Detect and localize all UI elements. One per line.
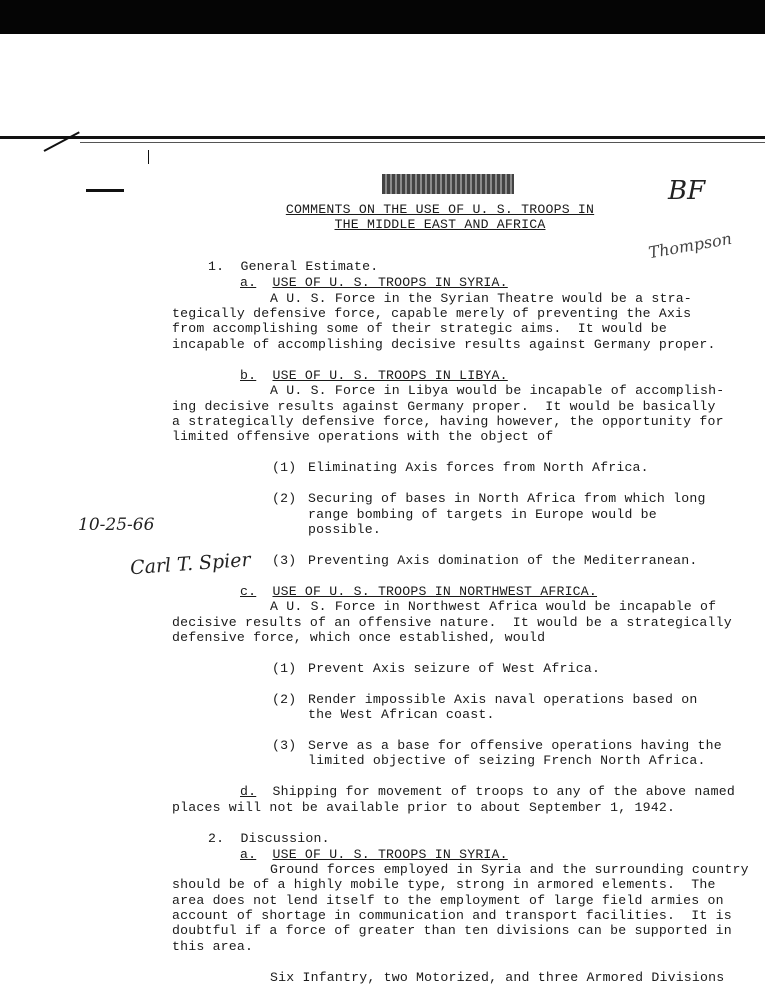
- list-item-number: (2): [272, 692, 297, 707]
- header-rule-thin: [80, 142, 765, 143]
- paragraph-line: tegically defensive force, capable merely of preventing the Axis: [172, 306, 692, 321]
- margin-dash-mark: [86, 189, 124, 192]
- paragraph-line: defensive force, which once established, would: [172, 630, 546, 645]
- list-item: Preventing Axis domination of the Mediterranean.: [308, 553, 698, 568]
- paragraph-line: a strategically defensive force, having however, the opportunity for: [172, 414, 724, 429]
- list-item: Securing of bases in North Africa from which long: [308, 491, 706, 506]
- paragraph-line: should be of a highly mobile type, strong in armored elements. The: [172, 877, 716, 892]
- paragraph-line: A U. S. Force in Northwest Africa would be incapable of: [270, 599, 717, 614]
- document-title-line2: THE MIDDLE EAST AND AFRICA: [334, 217, 546, 232]
- margin-tick-mark: [148, 150, 149, 164]
- paragraph-line: account of shortage in communication and transport facilities. It is: [172, 908, 732, 923]
- list-item-number: (1): [272, 661, 297, 676]
- section-1b-heading: b. USE OF U. S. TROOPS IN LIBYA.: [240, 368, 508, 383]
- handwritten-margin-note: Carl T. Spier: [129, 548, 252, 580]
- list-item-number: (2): [272, 491, 297, 506]
- list-item: Eliminating Axis forces from North Africa.: [308, 460, 649, 475]
- list-item-number: (3): [272, 553, 297, 568]
- paragraph-line: ing decisive results against Germany proper. It would be basically: [172, 399, 716, 414]
- list-item: the West African coast.: [308, 707, 495, 722]
- section-2a-heading: a. USE OF U. S. TROOPS IN SYRIA.: [240, 847, 508, 862]
- section-1-heading: 1. General Estimate.: [208, 259, 379, 274]
- paragraph-line: from accomplishing some of their strategic aims. It would be: [172, 321, 667, 336]
- handwritten-initials: BF: [668, 176, 706, 206]
- paragraph-line: this area.: [172, 939, 254, 954]
- list-item: Prevent Axis seizure of West Africa.: [308, 661, 601, 676]
- paragraph-line: doubtful if a force of greater than ten divisions can be supported in: [172, 923, 732, 938]
- list-item: range bombing of targets in Europe would be: [308, 507, 657, 522]
- paragraph-line: A U. S. Force in the Syrian Theatre would be a stra-: [270, 291, 692, 306]
- handwritten-signature: Thompson: [646, 228, 734, 263]
- paragraph-line: Six Infantry, two Motorized, and three Armored Divisions: [270, 970, 725, 985]
- list-item: limited objective of seizing French North Africa.: [308, 753, 706, 768]
- header-rule: [0, 136, 765, 139]
- paragraph-line: places will not be available prior to about September 1, 1942.: [172, 800, 676, 815]
- list-item-number: (1): [272, 460, 297, 475]
- list-item: possible.: [308, 522, 382, 537]
- margin-stroke-mark: [44, 131, 80, 152]
- list-item: Serve as a base for offensive operations having the: [308, 738, 722, 753]
- scan-top-border: [0, 0, 765, 34]
- section-2-heading: 2. Discussion.: [208, 831, 330, 846]
- paragraph-line: decisive results of an offensive nature. It would be a strategically: [172, 615, 732, 630]
- section-1d-line: d. Shipping for movement of troops to any of the above named: [240, 784, 735, 799]
- section-1a-heading: a. USE OF U. S. TROOPS IN SYRIA.: [240, 275, 508, 290]
- handwritten-date: 10-25-66: [78, 515, 155, 535]
- paragraph-line: A U. S. Force in Libya would be incapable of accomplish-: [270, 383, 725, 398]
- section-1c-heading: c. USE OF U. S. TROOPS IN NORTHWEST AFRICA.: [240, 584, 598, 599]
- list-item: Render impossible Axis naval operations based on: [308, 692, 698, 707]
- paragraph-line: Ground forces employed in Syria and the surrounding country: [270, 862, 749, 877]
- list-item-number: (3): [272, 738, 297, 753]
- paragraph-line: area does not lend itself to the employment of large field armies on: [172, 893, 724, 908]
- classification-stamp: [382, 174, 514, 194]
- paragraph-line: limited offensive operations with the object of: [172, 429, 554, 444]
- paragraph-line: incapable of accomplishing decisive results against Germany proper.: [172, 337, 716, 352]
- document-title-line1: COMMENTS ON THE USE OF U. S. TROOPS IN: [285, 202, 595, 217]
